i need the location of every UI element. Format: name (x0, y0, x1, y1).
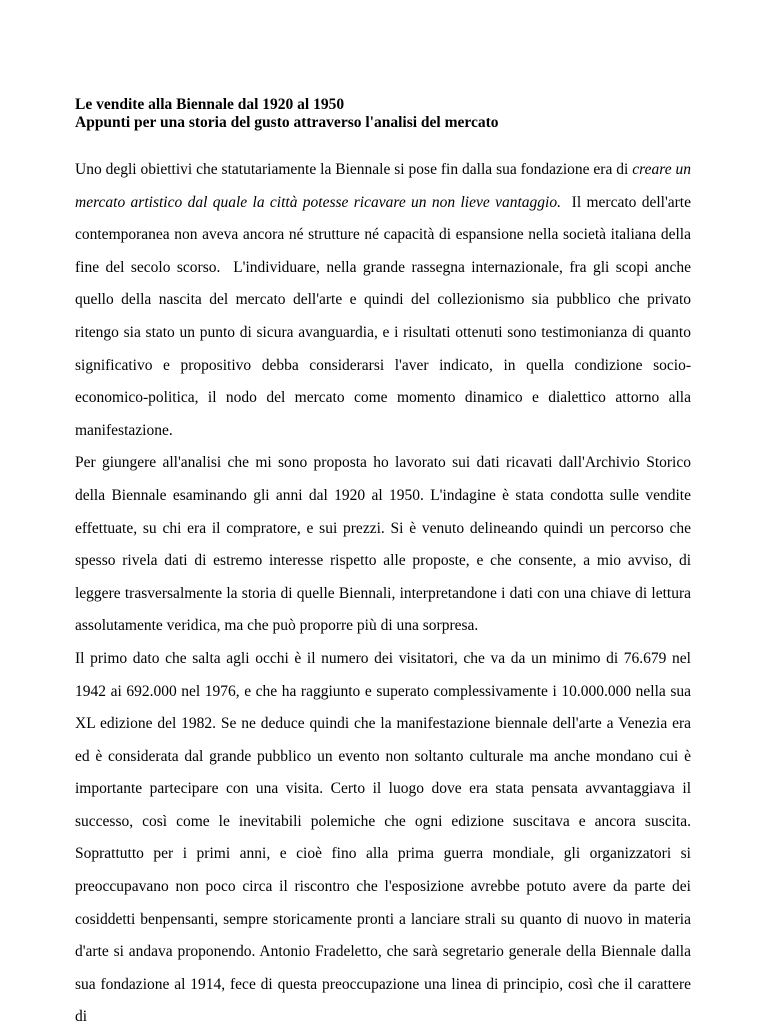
paragraph-1-rest: Il mercato dell'arte contemporanea non aveva ancora né strutture né capacità di espansione nella società italiana della fine del secolo scorso. L'individuare, nella grande rassegna internazionale, fra gli scopi anche quello della nascita del mercato dell'arte e quindi del collezionismo sia pubblico che privato ritengo sia stato un punto di sicura avanguardia, e i risultati ottenuti sono testimonianza di quanto significativo e propositivo debba considerarsi l'aver indicato, in quella condizione socio-economico-politica, il nodo del mercato come momento dinamico e dialettico attorno alla manifestazione. (75, 193, 695, 439)
document-subtitle: Appunti per una storia del gusto attraverso l'analisi del mercato (75, 114, 499, 131)
paragraph-2: Per giungere all'analisi che mi sono proposta ho lavorato sui dati ricavati dall'Archivio Storico della Biennale esaminando gli anni dal 1920 al 1950. L'indagine è stata condotta sulle vendite effettuate, su chi era il compratore, e sui prezzi. Si è venuto delineando quindi un percorso che spesso rivela dati di estremo interesse rispetto alle proposte, e che consente, a mio avviso, di leggere trasversalmente la storia di quelle Biennali, interpretandone i dati con una chiave di lettura assolutamente veridica, ma che può proporre più di una sorpresa. (75, 454, 691, 635)
paragraph-1-emphasis: creare un mercato artistico dal quale la città potesse ricavare un non lieve vantaggio. (75, 161, 691, 211)
document-body (75, 154, 695, 1034)
document-page (75, 96, 695, 1034)
paragraph-3: Il primo dato che salta agli occhi è il numero dei visitatori, che va da un minimo di 76.679 nel 1942 ai 692.000 nel 1976, e che ha raggiunto e superato complessivamente i 10.000.000 nella sua XL edizione del 1982. Se ne deduce quindi che la manifestazione biennale dell'arte a Venezia era ed è considerata dal grande pubblico un evento non soltanto culturale ma anche mondano cui è importante partecipare con una visita. Certo il luogo dove era stata pensata avvantaggiava il successo, così come le inevitabili polemiche che ogni edizione suscitava e ancora suscita. Soprattutto per i primi anni, e cioè fino alla prima guerra mondiale, gli organizzatori si preoccupavano non poco circa il riscontro che l'esposizione avrebbe potuto avere da parte dei cosiddetti benpensanti, sempre storicamente pronti a lanciare strali su quanto di nuovo in materia d'arte si andava proponendo. Antonio Fradeletto, che sarà segretario generale della Biennale dalla sua fondazione al 1914, fece di questa preoccupazione una linea di principio, così che il carattere di (75, 649, 691, 1026)
document-title: Le vendite alla Biennale dal 1920 al 1950 (75, 96, 345, 113)
paragraph-1-lead: Uno degli obiettivi che statutariamente la Biennale si pose fin dalla sua fondazione era di (75, 161, 633, 178)
paragraph-1 (75, 154, 695, 447)
